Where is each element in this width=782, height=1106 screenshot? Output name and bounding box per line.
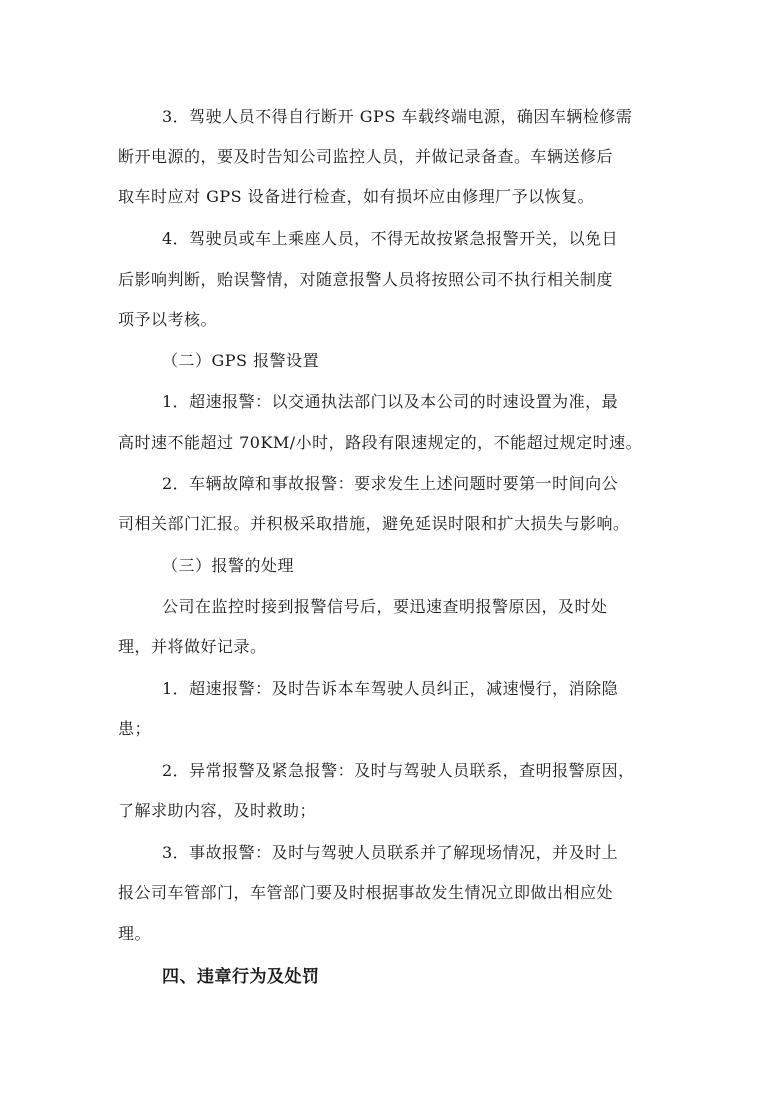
text-line: 取车时应对 GPS 设备进行检查，如有损坏应由修理厂予以恢复。 (118, 187, 595, 206)
section-heading: （二）GPS 报警设置 (162, 351, 320, 370)
text-line: 理，并将做好记录。 (118, 637, 267, 656)
chapter-heading: 四、违章行为及处罚 (162, 967, 320, 987)
text-line: 2．车辆故障和事故报警：要求发生上述问题时要第一时间向公 (162, 474, 619, 493)
text-line: 患； (118, 719, 152, 738)
text-line: 司相关部门汇报。并积极采取措施，避免延误时限和扩大损失与影响。 (118, 514, 630, 533)
text-line: 3．驾驶人员不得自行断开 GPS 车载终端电源，确因车辆检修需 (162, 107, 633, 126)
text-line: 项予以考核。 (118, 310, 218, 329)
text-line: 理。 (118, 924, 152, 943)
text-line: 高时速不能超过 70KM/小时，路段有限速规定的，不能超过规定时速。 (118, 433, 643, 452)
section-heading: （三）报警的处理 (162, 556, 295, 575)
text-line: 2．异常报警及紧急报警：及时与驾驶人员联系，查明报警原因， (162, 761, 635, 780)
text-line: 1．超速报警：及时告诉本车驾驶人员纠正，减速慢行，消除隐 (162, 679, 619, 698)
text-line: 4．驾驶员或车上乘座人员，不得无故按紧急报警开关，以免日 (162, 229, 619, 248)
text-line: 公司在监控时接到报警信号后，要迅速查明报警原因，及时处 (162, 597, 608, 616)
text-line: 1．超速报警：以交通执法部门以及本公司的时速设置为准，最 (162, 392, 619, 411)
text-line: 断开电源的，要及时告知公司监控人员，并做记录备查。车辆送修后 (118, 147, 614, 166)
text-line: 后影响判断，贻误警情，对随意报警人员将按照公司不执行相关制度 (118, 270, 614, 289)
text-line: 了解求助内容，及时救助； (118, 801, 317, 820)
text-line: 报公司车管部门，车管部门要及时根据事故发生情况立即做出相应处 (118, 883, 614, 902)
text-line: 3．事故报警：及时与驾驶人员联系并了解现场情况，并及时上 (162, 843, 619, 862)
